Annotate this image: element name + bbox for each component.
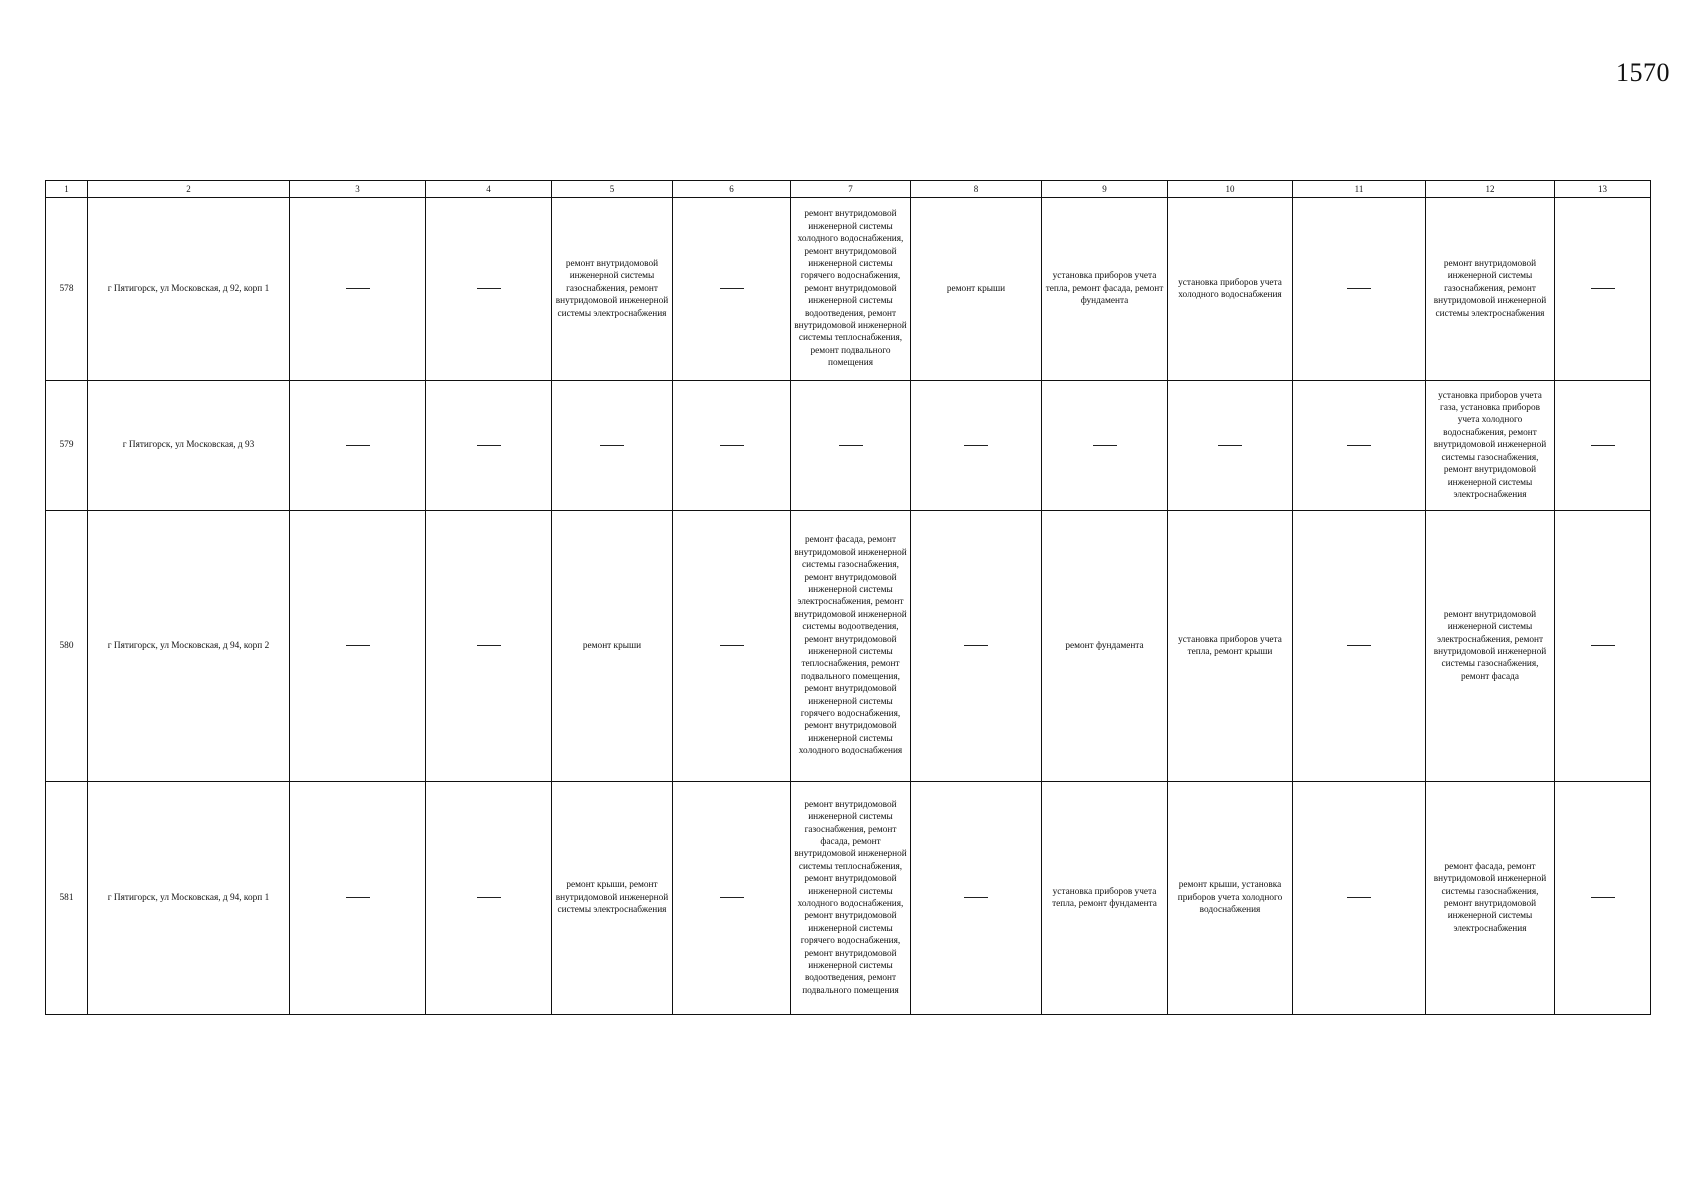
empty-cell — [426, 198, 552, 381]
empty-cell — [290, 511, 426, 782]
dash-mark — [477, 445, 501, 446]
empty-cell — [1168, 381, 1293, 511]
empty-cell — [1293, 511, 1426, 782]
row-number: 581 — [46, 782, 88, 1015]
dash-mark — [346, 445, 370, 446]
dash-mark — [1093, 445, 1117, 446]
empty-cell — [426, 782, 552, 1015]
empty-cell — [911, 782, 1042, 1015]
work-cell: установка приборов учета тепла, ремонт крыши — [1168, 511, 1293, 782]
work-cell: ремонт внутридомовой инженерной системы холодного водоснабжения, ремонт внутридомовой инженерной системы горячего водоснабжения, ремонт внутридомовой инженерной системы водоотведения, ремонт внутридомовой инженерной системы теплоснабжения, ремонт подвального помещения — [791, 198, 911, 381]
table-row — [46, 381, 1651, 511]
work-cell: ремонт крыши — [552, 511, 673, 782]
dash-mark — [720, 288, 744, 289]
dash-mark — [1347, 645, 1371, 646]
row-number: 579 — [46, 381, 88, 511]
dash-mark — [600, 445, 624, 446]
work-cell: ремонт крыши, ремонт внутридомовой инженерной системы электроснабжения — [552, 782, 673, 1015]
empty-cell — [673, 198, 791, 381]
work-cell: ремонт фундамента — [1042, 511, 1168, 782]
work-cell: ремонт фасада, ремонт внутридомовой инженерной системы газоснабжения, ремонт внутридомовой инженерной системы электроснабжения — [1426, 782, 1555, 1015]
empty-cell — [290, 782, 426, 1015]
row-number: 578 — [46, 198, 88, 381]
dash-mark — [346, 645, 370, 646]
dash-mark — [1347, 288, 1371, 289]
column-header: 3 — [290, 181, 426, 198]
column-header: 12 — [1426, 181, 1555, 198]
empty-cell — [911, 381, 1042, 511]
empty-cell — [673, 782, 791, 1015]
work-cell: ремонт внутридомовой инженерной системы газоснабжения, ремонт фасада, ремонт внутридомовой инженерной системы теплоснабжения, ремонт внутридомовой инженерной системы холодного водоснабжения, ремонт внутридомовой инженерной системы горячего водоснабжения, ремонт внутридомовой инженерной системы водоотведения, ремонт подвального помещения — [791, 782, 911, 1015]
empty-cell — [426, 511, 552, 782]
address-cell: г Пятигорск, ул Московская, д 94, корп 2 — [88, 511, 290, 782]
dash-mark — [964, 897, 988, 898]
empty-cell — [673, 511, 791, 782]
column-header: 1 — [46, 181, 88, 198]
empty-cell — [1042, 381, 1168, 511]
column-header: 6 — [673, 181, 791, 198]
row-number: 580 — [46, 511, 88, 782]
work-cell: установка приборов учета тепла, ремонт фасада, ремонт фундамента — [1042, 198, 1168, 381]
empty-cell — [1555, 511, 1651, 782]
dash-mark — [720, 645, 744, 646]
empty-cell — [673, 381, 791, 511]
empty-cell — [1293, 782, 1426, 1015]
dash-mark — [1218, 445, 1242, 446]
address-cell: г Пятигорск, ул Московская, д 93 — [88, 381, 290, 511]
dash-mark — [720, 897, 744, 898]
table-row — [46, 782, 1651, 1015]
empty-cell — [290, 198, 426, 381]
dash-mark — [964, 645, 988, 646]
column-header: 13 — [1555, 181, 1651, 198]
dash-mark — [346, 288, 370, 289]
column-header: 7 — [791, 181, 911, 198]
work-cell: ремонт фасада, ремонт внутридомовой инженерной системы газоснабжения, ремонт внутридомовой инженерной системы электроснабжения, ремонт внутридомовой инженерной системы водоотведения, ремонт внутридомовой инженерной системы теплоснабжения, ремонт подвального помещения, ремонт внутридомовой инженерной системы горячего водоснабжения, ремонт внутридомовой инженерной системы холодного водоснабжения — [791, 511, 911, 782]
empty-cell — [426, 381, 552, 511]
dash-mark — [1591, 897, 1615, 898]
empty-cell — [1555, 198, 1651, 381]
page-number: 1570 — [1616, 58, 1670, 87]
column-header: 9 — [1042, 181, 1168, 198]
address-cell: г Пятигорск, ул Московская, д 94, корп 1 — [88, 782, 290, 1015]
dash-mark — [477, 645, 501, 646]
work-cell: ремонт внутридомовой инженерной системы электроснабжения, ремонт внутридомовой инженерной системы газоснабжения, ремонт фасада — [1426, 511, 1555, 782]
dash-mark — [720, 445, 744, 446]
column-header: 2 — [88, 181, 290, 198]
dash-mark — [964, 445, 988, 446]
address-cell: г Пятигорск, ул Московская, д 92, корп 1 — [88, 198, 290, 381]
column-header: 10 — [1168, 181, 1293, 198]
dash-mark — [1347, 897, 1371, 898]
work-cell: ремонт крыши, установка приборов учета холодного водоснабжения — [1168, 782, 1293, 1015]
dash-mark — [346, 897, 370, 898]
work-cell: установка приборов учета холодного водоснабжения — [1168, 198, 1293, 381]
work-cell: ремонт внутридомовой инженерной системы газоснабжения, ремонт внутридомовой инженерной системы электроснабжения — [552, 198, 673, 381]
dash-mark — [477, 897, 501, 898]
dash-mark — [839, 445, 863, 446]
dash-mark — [1591, 445, 1615, 446]
table-row — [46, 511, 1651, 782]
empty-cell — [1555, 782, 1651, 1015]
work-cell: ремонт крыши — [911, 198, 1042, 381]
column-number-row — [46, 181, 1651, 198]
table-row — [46, 198, 1651, 381]
dash-mark — [1591, 288, 1615, 289]
empty-cell — [552, 381, 673, 511]
work-cell: установка приборов учета газа, установка приборов учета холодного водоснабжения, ремонт внутридомовой инженерной системы газоснабжения, ремонт внутридомовой инженерной системы электроснабжения — [1426, 381, 1555, 511]
dash-mark — [477, 288, 501, 289]
work-cell: ремонт внутридомовой инженерной системы газоснабжения, ремонт внутридомовой инженерной системы электроснабжения — [1426, 198, 1555, 381]
empty-cell — [1293, 198, 1426, 381]
column-header: 8 — [911, 181, 1042, 198]
dash-mark — [1591, 645, 1615, 646]
work-cell: установка приборов учета тепла, ремонт фундамента — [1042, 782, 1168, 1015]
empty-cell — [1555, 381, 1651, 511]
column-header: 4 — [426, 181, 552, 198]
column-header: 5 — [552, 181, 673, 198]
repair-plan-table — [45, 180, 1651, 1015]
empty-cell — [911, 511, 1042, 782]
column-header: 11 — [1293, 181, 1426, 198]
empty-cell — [290, 381, 426, 511]
empty-cell — [1293, 381, 1426, 511]
dash-mark — [1347, 445, 1371, 446]
empty-cell — [791, 381, 911, 511]
